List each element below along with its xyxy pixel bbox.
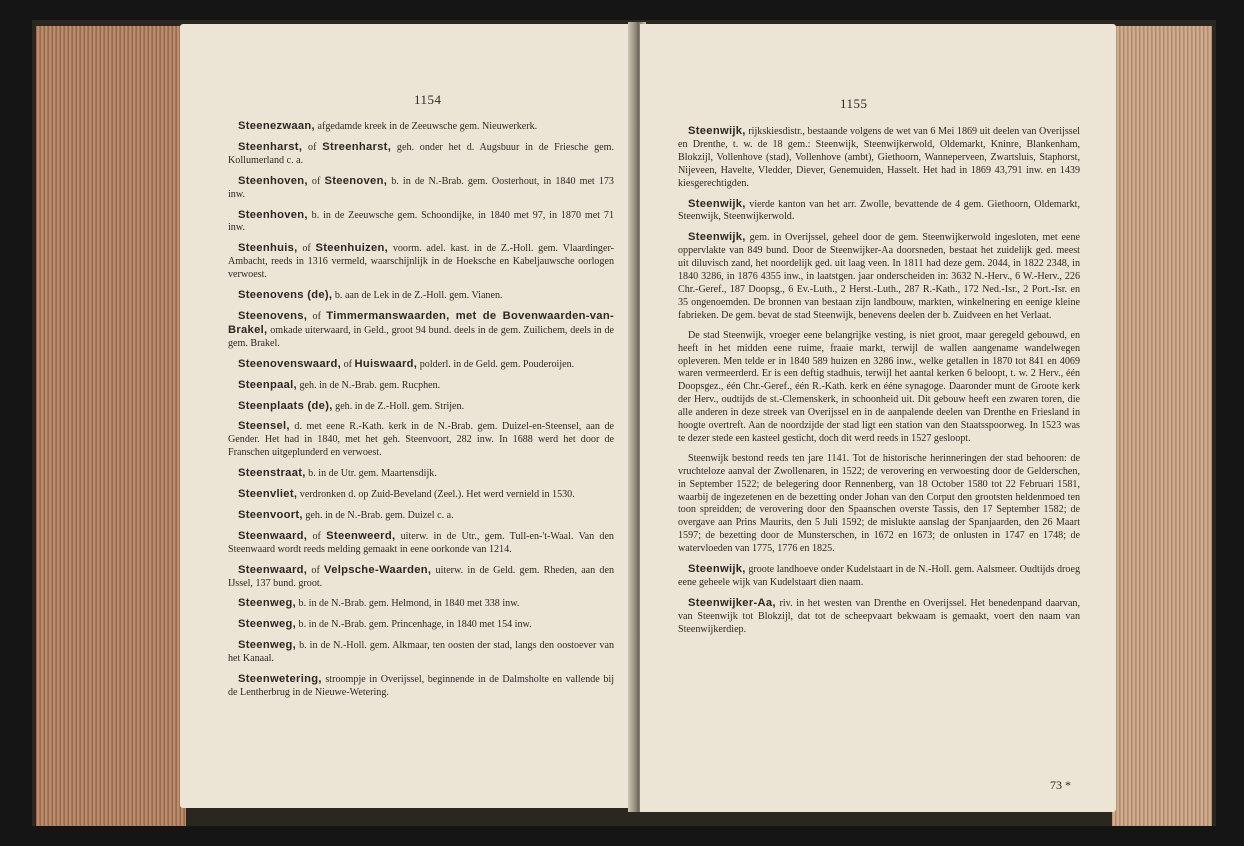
entry-headword: Steenezwaan, [238, 120, 315, 132]
entry-text: afgedamde kreek in de Zeeuwsche gem. Nieuwerkerk. [314, 121, 538, 132]
entry-text: Steenwijk bestond reeds ten jare 1141. Tot de historische herinneringen der stad behooren: de vruchteloze aanval der Zwollenaren, in 1522; de verovering en verwoesting door de Gelderschen, in September 1522; de belegering door Rennenberg, van 18 October 1580 tot 22 Februari 1581, waarbij de ingezetenen en de bezetting onder Johan van den Corput den grootsten heldenmoed ten toon spreidden; de verovering door den Spaanschen overste Tassis, den 17 September 1582; de overgave aan Prins Maurits, den 5 Juli 1592; de mislukte aanslag der Spanjaarden, den 26 Maart 1597; de bezetting door de Munsterschen, in 1672 en 1673; de onlusten in 1747 en 1748; de watervloeden van 1775, 1776 en 1825. [678, 452, 1080, 555]
entry-text: vierde kanton van het arr. Zwolle, bevattende de 4 gem. Giethoorn, Oldemarkt, Steenwijk, Steenwijkerwold. [678, 198, 1080, 223]
entry-headword: Steenvoort, [238, 508, 303, 521]
dictionary-entry [228, 289, 614, 303]
entry-text: d. met eene R.-Kath. kerk in de N.-Brab. gem. Duizel-en-Steensel, aan de Gender. Het had in 1840, met het geh. Steenvoort, 282 inw. In 1688 werd het door de Franschen uitgeplunderd en verwoest. [228, 421, 614, 459]
entry-headword: Steenwaard, [238, 563, 308, 576]
dictionary-entry [228, 530, 614, 557]
entry-headword: Steenwetering, [238, 673, 322, 686]
entry-headword: Steenoven, [324, 174, 388, 187]
page-edges-left [36, 26, 186, 826]
page-edges-right [1112, 26, 1212, 826]
entry-text: De stad Steenwijk, vroeger eene belangrijke vesting, is niet groot, maar geregeld gebouwd, en heeft in het midden eene ruime, fraaie markt, terwijl de wallen aangename wandelwegen opleveren. Men telde er in 1840 589 huizen en 3286 inw., welke getallen in 1870 tot 841 en 4069 waren vermeerderd. Er is een deftig stadhuis, terwijl het aantal kerken 6 beloopt, t. w. 2 Herv., één Doopsgez., één Chr.-Geref., één R.-Kath. kerk en ééne synagoge. Daaronder munt de Groote kerk der Herv., oudtijds de st.-Clemenskerk, in schoonheid uit. Dit gebouw heeft een zwaren toren, die alle anderen in deze streek van Overijssel en in de aanpalende deelen van Drenthe en Friesland in hoogte overtreft. Aan de noordzijde der stad ligt een station van den Staatsspoorweg. In 1523 was te dezer stede een kasteel gesticht, doch dit werd reeds in 1527 gesloopt. [678, 329, 1080, 444]
signature-mark: 73 * [1050, 778, 1071, 792]
entry-headword: Steenwijk, [688, 197, 746, 210]
entry-text: of [307, 310, 327, 322]
entry-text: omkade uiterwaard, in Geld., groot 94 bund. deels in de gem. Zuilichem, deels in de gem. Brakel. [228, 324, 614, 349]
entry-headword: Huiswaard, [354, 357, 418, 370]
entry-text: of [341, 358, 355, 370]
page-number-left: 1154 [414, 92, 442, 107]
entry-text: b. in de N.-Holl. gem. Alkmaar, ten oosten der stad, langs den oostoever van het Kanaal. [228, 640, 614, 665]
entry-headword: Steenweg, [238, 597, 297, 610]
entry-headword: Steenwijk, [688, 563, 746, 576]
entry-text: b. in de Zeeuwsche gem. Schoondijke, in 1840 met 97, in 1870 met 71 inw. [228, 209, 614, 234]
dictionary-entry [678, 563, 1080, 590]
dictionary-entry [228, 467, 614, 481]
left-page [180, 24, 632, 808]
entry-text: of [307, 530, 327, 542]
dictionary-entry [228, 639, 614, 666]
dictionary-entry [228, 564, 614, 591]
dictionary-entry [228, 358, 614, 372]
entry-headword: Steenwijk, [688, 125, 746, 137]
entry-text: voorm. adel. kast. in de Z.-Holl. gem. Vlaardinger-Ambacht, reeds in 1316 vermeld, waarschijnlijk in de Hoeksche en Kabeljauwsche oorlogen verwoest. [228, 243, 614, 281]
dictionary-entry [228, 509, 614, 523]
entry-headword: Steenharst, [238, 140, 303, 153]
entry-headword: Steenpaal, [238, 378, 297, 391]
entry-headword: Steenovenswaard, [238, 357, 342, 370]
entry-headword: Steenplaats (de), [238, 399, 333, 412]
dictionary-entry [228, 673, 614, 700]
entry-text: riv. in het westen van Drenthe en Overijssel. Het benedenpand daarvan, van Steenwijk tot Blokzijl, dat tot de scheepvaart bekwaam is gemaakt, voert den naam van Steenwijkerdiep. [678, 597, 1080, 635]
page-number-right: 1155 [840, 96, 868, 111]
entry-text: b. in de N.-Brab. gem. Princenhage, in 1840 met 154 inw. [296, 619, 532, 631]
entry-text: b. in de N.-Brab. gem. Helmond, in 1840 met 338 inw. [296, 598, 520, 610]
entry-text: verdronken d. op Zuid-Beveland (Zeel.). Het werd vernield in 1530. [297, 489, 575, 501]
right-page [640, 24, 1116, 812]
entry-headword: Steenweg, [238, 639, 297, 652]
entry-text: b. in de N.-Brab. gem. Oosterhout, in 1840 met 173 inw. [228, 175, 614, 200]
entry-text: of [307, 175, 325, 187]
entry-text: stroompje in Overijssel, beginnende in de Dalmsholte en vallende bij de Lentherbrug in de Nieuwe-Wetering. [228, 674, 614, 698]
entry-headword: Steenhuizen, [315, 242, 389, 255]
dictionary-entry [228, 141, 614, 168]
entry-headword: Steenweg, [238, 618, 297, 631]
entry-headword: Steenhuis, [238, 242, 298, 255]
entry-text: groote landhoeve onder Kudelstaart in de N.-Holl. gem. Aalsmeer. Oudtijds droeg eene geheele wijk van Kudelstaart dien naam. [678, 564, 1080, 588]
entry-text: uiterw. in de Utr., gem. Tull-en-'t-Waal. Van den Steenwaard wordt reeds melding gemaakt in eene oorkonde van 1214. [228, 530, 614, 555]
dictionary-entry [678, 125, 1080, 191]
entry-headword: Steenweerd, [326, 529, 396, 542]
dictionary-entry [678, 597, 1080, 637]
entry-headword: Velpsche-Waarden, [324, 563, 432, 576]
entry-text: uiterw. in de Geld. gem. Rheden, aan den IJssel, 137 bund. groot. [228, 564, 614, 589]
dictionary-entry [228, 618, 614, 632]
entry-text: b. aan de Lek in de Z.-Holl. gem. Vianen. [332, 290, 503, 302]
entry-text: geh. onder het d. Augsbuur in de Friesche gem. Kollumerland c. a. [228, 141, 614, 166]
entry-headword: Steenovens (de), [238, 289, 333, 302]
dictionary-entry [678, 198, 1080, 225]
dictionary-entry [228, 310, 614, 351]
entry-text: of [307, 564, 325, 576]
entry-text: of [297, 243, 316, 255]
dictionary-entry [228, 488, 614, 502]
dictionary-entry [228, 209, 614, 236]
entry-headword: Streenharst, [322, 140, 392, 153]
dictionary-entry [228, 420, 614, 460]
entry-headword: Steensel, [238, 420, 290, 433]
entry-headword: Steenwijk, [688, 231, 746, 244]
right-page-text [678, 125, 1080, 644]
dictionary-entry [228, 175, 614, 202]
dictionary-entry [228, 400, 614, 414]
entry-headword: Steenhoven, [238, 174, 308, 187]
entry-text: gem. in Overijssel, geheel door de gem. Steenwijkerwold ingesloten, met eene oppervlakte van 849 bund. Door de Steenwijker-Aa doorsneden, bestaat het zuidelijk ged. meest uit diluvisch zand, het noordelijk ged. uit laag veen. In 1811 had deze gem. 2044, in 1822 2348, in 1840 3286, in 1876 4355 inw., in laatstgen. jaar onderscheiden in: 3632 N.-Herv., 6 W.-Herv., 226 Chr.-Geref., 187 Doopsg., 6 Ev.-Luth., 2 Herst.-Luth., 287 R.-Kath., 172 Ned.-Isr., 2 Port.-Isr. en 35 ongenoemden. De bronnen van bestaan zijn landbouw, markten, winkelnering en eenige kleine fabrieken. De gem. bevat de stad Steenwijk, benevens deelen der b. Zuidveen en het Verlaat. [678, 232, 1080, 321]
entry-text: of [302, 141, 323, 153]
entry-text: rijkskiesdistr., bestaande volgens de wet van 6 Mei 1869 uit deelen van Overijssel en Drenthe, t. w. de 18 gem.: Steenwijk, Steenwijkerwold, Oldemarkt, Kninre, Blankenham, Blokzijl, Vollenhove (stad), Vollenhove (ambt), Giethoorn, Wanneperveen, Zwartsluis, Staphorst, Nijeveen, Havelte, Vledder, Diever, Genemuiden, Hasselt. Het had in 1869 43,791 inw. en 1439 kiesgerechtigden. [678, 126, 1080, 189]
entry-headword: Steenwaard, [238, 529, 308, 542]
dictionary-entry [228, 242, 614, 282]
entry-text: b. in de Utr. gem. Maartensdijk. [305, 468, 437, 480]
dictionary-entry [678, 453, 1080, 556]
dictionary-entry [678, 330, 1080, 446]
left-page-text [228, 120, 614, 707]
dictionary-entry [228, 379, 614, 393]
entry-headword: Timmermanswaarden, met de Bovenwaarden-van-Brakel, [228, 309, 614, 336]
entry-text: geh. in de Z.-Holl. gem. Strijen. [332, 400, 465, 412]
entry-headword: Steenstraat, [238, 467, 306, 480]
dictionary-entry [228, 120, 614, 134]
dictionary-entry [228, 597, 614, 611]
entry-headword: Steenvliet, [238, 488, 298, 501]
entry-headword: Steenovens, [238, 309, 308, 322]
entry-text: geh. in de N.-Brab. gem. Duizel c. a. [302, 509, 454, 521]
entry-text: polderl. in de Geld. gem. Pouderoijen. [417, 358, 575, 370]
entry-headword: Steenhoven, [238, 208, 308, 221]
entry-headword: Steenwijker-Aa, [688, 596, 776, 609]
entry-text: geh. in de N.-Brab. gem. Rucphen. [296, 379, 441, 391]
dictionary-entry [678, 231, 1080, 322]
